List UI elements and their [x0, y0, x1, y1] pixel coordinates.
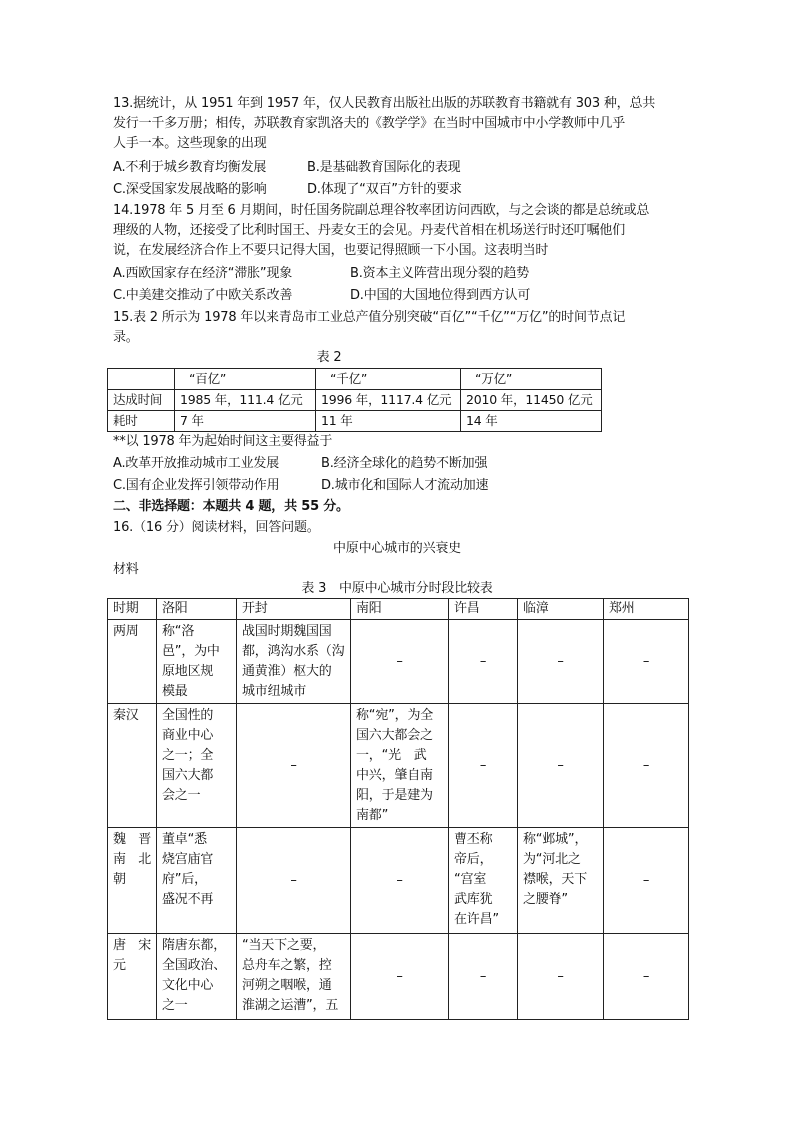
table3-cell-line: 曹丕称	[454, 832, 493, 847]
q15-option-a: A.改革开放推动城市工业发展	[113, 456, 279, 471]
table3-cell-line: 文化中心	[162, 978, 214, 993]
table3-cell-line: 通黄淮）枢大的	[242, 664, 332, 679]
table3-cell-line: 国六大都会之	[356, 728, 433, 743]
table-2	[107, 368, 602, 432]
q14-option-d: D.中国的大国地位得到西方认可	[350, 288, 531, 303]
table3-cell-line: 为“河北之	[523, 852, 581, 867]
q14-line: 理级的人物，还接受了比利时国王、丹麦女王的会见。丹麦代首相在机场送行时还叮嘱他们	[113, 223, 626, 238]
table2-cell: 14 年	[461, 411, 602, 432]
table3-row	[108, 620, 689, 704]
table3-cell-line: 战国时期魏国国	[242, 624, 332, 639]
table2-row	[108, 390, 602, 411]
table3-caption: 表 3 中原中心城市分时段比较表	[301, 581, 493, 596]
table3-cell	[237, 934, 351, 1020]
q15-option-b: B.经济全球化的趋势不断加强	[321, 456, 488, 471]
table3-period-line: 两周	[113, 624, 139, 639]
table3-cell-line: 原地区规	[162, 664, 214, 679]
dash-mark: –	[479, 653, 487, 669]
table2-header-cell	[108, 369, 175, 390]
table3-period-line: 元	[113, 958, 126, 973]
table3-empty-cell	[449, 704, 518, 828]
table3-cell-line: 全国政治、	[162, 958, 227, 973]
table2-row-label: 达成时间	[108, 390, 175, 411]
table2-cell: 1985 年，111.4 亿元	[175, 390, 316, 411]
dash-mark: –	[642, 653, 650, 669]
table2-cell: 11 年	[316, 411, 461, 432]
table3-empty-cell	[449, 934, 518, 1020]
table3-cell-line: 中兴，肇自南	[356, 768, 433, 783]
table3-cell-line: 商业中心	[162, 728, 214, 743]
table-3	[107, 598, 689, 1020]
table3-period-cell	[108, 828, 157, 934]
table3-cell	[518, 828, 604, 934]
table3-header-cell: 时期	[108, 599, 157, 620]
table2-caption: 表 2	[316, 350, 342, 365]
table3-empty-cell	[518, 934, 604, 1020]
q14-option-b: B.资本主义阵营出现分裂的趋势	[350, 266, 530, 281]
q15-option-d: D.城市化和国际人才流动加速	[321, 478, 489, 493]
table3-cell	[157, 828, 237, 934]
table3-cell-line: 称“邺城”，	[523, 832, 588, 847]
table3-header-cell: 临漳	[518, 599, 604, 620]
table3-cell-line: 河朔之咽喉，通	[242, 978, 332, 993]
table3-cell-line: 帝后，	[454, 852, 493, 867]
table3-header-cell: 南阳	[351, 599, 449, 620]
dash-mark: –	[642, 757, 650, 773]
table3-cell	[157, 704, 237, 828]
dash-mark: –	[557, 653, 564, 669]
table3-cell-line: 会之一	[162, 788, 201, 803]
dash-mark: –	[642, 872, 650, 888]
table3-header-cell: 开封	[237, 599, 351, 620]
table3-cell	[237, 620, 351, 704]
table2-header-cell: “百亿”	[175, 369, 316, 390]
table3-header-cell: 许昌	[449, 599, 518, 620]
table3-period-cell	[108, 620, 157, 704]
table3-period-line: 朝	[113, 872, 126, 887]
dash-mark: –	[290, 757, 297, 773]
table3-cell-line: 淮湖之运漕”，五	[242, 998, 339, 1013]
table3-header-cell: 郑州	[604, 599, 689, 620]
table2-header-row	[108, 369, 602, 390]
table3-row	[108, 934, 689, 1020]
table3-row	[108, 704, 689, 828]
table2-row	[108, 411, 602, 432]
q14-line: 说，在发展经济合作上不要只记得大国，也要记得照顾一下小国。这表明当时	[113, 243, 549, 258]
q15-option-row	[113, 476, 488, 496]
table3-cell-line: 国六大都	[162, 768, 214, 783]
section-2-heading: 二、非选择题：本题共 4 题，共 55 分。	[113, 499, 349, 514]
table3-period-line: 魏晋	[113, 832, 151, 847]
q13-option-row	[113, 180, 462, 200]
q13-option-d: D.体现了“双百”方针的要求	[307, 182, 462, 197]
table3-period-line: 南北	[113, 852, 151, 867]
table3-cell-line: “宫室	[454, 872, 487, 887]
dash-mark: –	[557, 968, 564, 984]
table3-cell-line: 之一	[162, 998, 188, 1013]
table2-row-label: 耗时	[108, 411, 175, 432]
table3-cell-line: 都，鸿沟水系（沟	[242, 644, 345, 659]
dash-mark: –	[642, 968, 650, 984]
table3-empty-cell	[237, 828, 351, 934]
q14-option-row	[113, 286, 530, 306]
q13-line: 13.据统计，从 1951 年到 1957 年，仅人民教育出版社出版的苏联教育书籍就有 303 种，总共	[113, 96, 656, 111]
table3-empty-cell	[351, 828, 449, 934]
table2-header-cell: “千亿”	[316, 369, 461, 390]
q14-option-row	[113, 264, 529, 284]
table3-empty-cell	[604, 828, 689, 934]
q13-line: 发行一千多万册；相传，苏联教育家凯洛夫的《教学学》在当时中国城市中小学教师中几乎	[113, 116, 626, 131]
table3-cell-line: 烧宫庙官	[162, 852, 214, 867]
table3-row	[108, 828, 689, 934]
table3-cell-line: 称“宛”，为全	[356, 708, 434, 723]
table3-empty-cell	[518, 620, 604, 704]
table2-cell: 1996 年，1117.4 亿元	[316, 390, 461, 411]
q15-stem: **以 1978 年为起始时间这主要得益于	[113, 434, 333, 449]
table3-cell-line: 在许昌”	[454, 912, 499, 927]
table3-cell	[157, 934, 237, 1020]
table3-cell-line: 模最	[162, 684, 188, 699]
table2-cell: 7 年	[175, 411, 316, 432]
table3-empty-cell	[604, 704, 689, 828]
table3-cell-line: 称“洛	[162, 624, 195, 639]
table3-body	[108, 620, 689, 1020]
q14-line: 14.1978 年 5 月至 6 月期间，时任国务院副总理谷牧率团访问西欧，与之会谈的都是总统或总	[113, 203, 650, 218]
dash-mark: –	[396, 968, 403, 984]
table3-cell-line: 襟喉，天下	[523, 872, 588, 887]
table3-cell-line: 董卓“悉	[162, 832, 207, 847]
dash-mark: –	[479, 757, 487, 773]
table3-period-cell	[108, 934, 157, 1020]
table3-cell	[157, 620, 237, 704]
table3-header-cell: 洛阳	[157, 599, 237, 620]
table3-cell-line: 邑”，为中	[162, 644, 220, 659]
q16-intro: 16.（16 分）阅读材料，回答问题。	[113, 520, 320, 535]
table3-cell	[449, 828, 518, 934]
table3-cell-line: 之一；全	[162, 748, 214, 763]
table3-cell-line: 一，“光 武	[356, 748, 427, 763]
table3-period-line: 唐宋	[113, 938, 151, 953]
q15-line: 录。	[113, 330, 139, 345]
material-label: 材料	[113, 562, 139, 577]
q15-option-c: C.国有企业发挥引领带动作用	[113, 478, 280, 493]
dash-mark: –	[479, 968, 487, 984]
table3-cell-line: “当天下之要，	[242, 938, 326, 953]
table3-cell-line: 全国性的	[162, 708, 214, 723]
table3-cell-line: 之腰脊”	[523, 892, 568, 907]
table3-header-row	[108, 599, 689, 620]
table3-empty-cell	[604, 620, 689, 704]
table3-empty-cell	[351, 620, 449, 704]
table3-cell-line: 总舟车之繁，控	[242, 958, 332, 973]
dash-mark: –	[396, 653, 403, 669]
table3-period-cell	[108, 704, 157, 828]
q13-line: 人手一本。这些现象的出现	[113, 136, 267, 151]
dash-mark: –	[557, 757, 564, 773]
table3-empty-cell	[518, 704, 604, 828]
q13-option-row	[113, 158, 460, 178]
table2-header-cell: “万亿”	[461, 369, 602, 390]
table3-cell-line: 盛况不再	[162, 892, 214, 907]
table3-cell	[351, 704, 449, 828]
q13-option-a: A.不利于城乡教育均衡发展	[113, 160, 267, 175]
dash-mark: –	[396, 872, 403, 888]
q14-option-a: A.西欧国家存在经济“滞胀”现象	[113, 266, 293, 281]
table3-cell-line: 城市纽城市	[242, 684, 307, 699]
table3-empty-cell	[351, 934, 449, 1020]
table3-period-line: 秦汉	[113, 708, 139, 723]
q15-line: 15.表 2 所示为 1978 年以来青岛市工业总产值分别突破“百亿”“千亿”“万亿”的时间节点记	[113, 310, 626, 325]
dash-mark: –	[290, 872, 297, 888]
table3-empty-cell	[604, 934, 689, 1020]
table3-cell-line: 武库犹	[454, 892, 493, 907]
table3-empty-cell	[237, 704, 351, 828]
q16-title: 中原中心城市的兴衰史	[332, 541, 461, 556]
q13-option-b: B.是基础教育国际化的表现	[307, 160, 461, 175]
q13-option-c: C.深受国家发展战略的影响	[113, 182, 267, 197]
table3-cell-line: 阳，于是建为	[356, 788, 433, 803]
q14-option-c: C.中美建交推动了中欧关系改善	[113, 288, 293, 303]
table3-empty-cell	[449, 620, 518, 704]
table3-cell-line: 府”后，	[162, 872, 207, 887]
table2-cell: 2010 年，11450 亿元	[461, 390, 602, 411]
table3-cell-line: 南都”	[356, 808, 389, 823]
table3-cell-line: 隋唐东都，	[162, 938, 227, 953]
q15-option-row	[113, 454, 487, 474]
